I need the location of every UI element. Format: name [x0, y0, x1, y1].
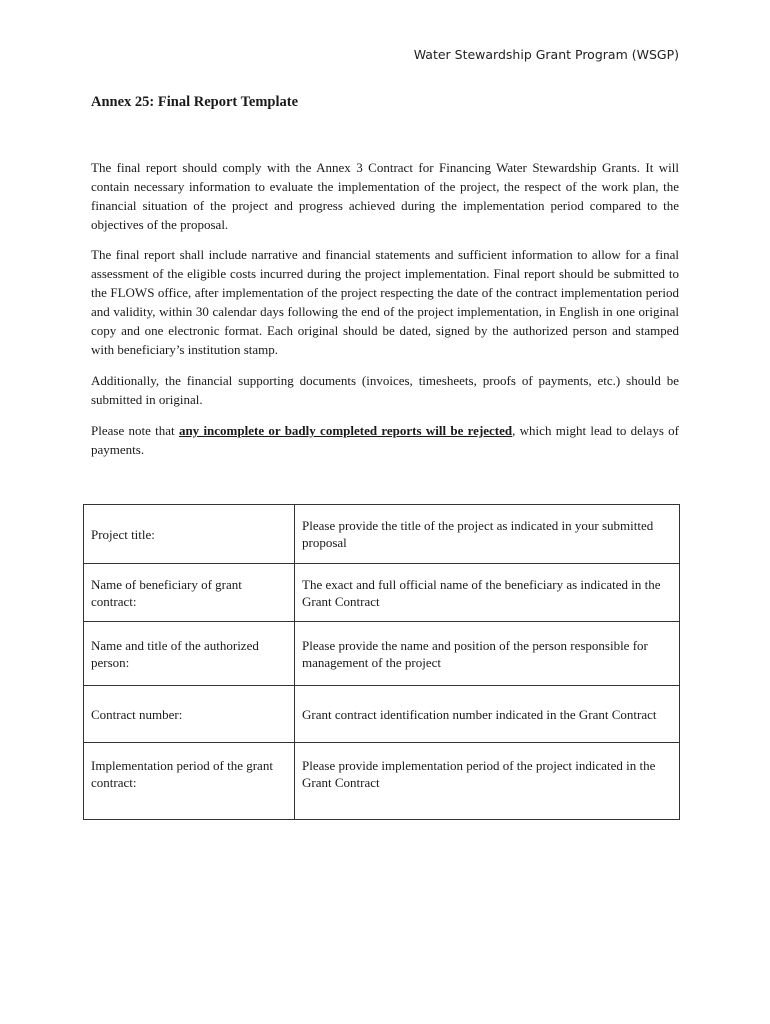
report-info-table [83, 504, 680, 820]
paragraph-compliance: The final report should comply with the Annex 3 Contract for Financing Water Stewardship Grants. It will contain necessary information to evaluate the implementation of the project, the respect of the work plan, the financial situation of the project and progress achieved during the implementation period compared to the objectives of the proposal. [91, 160, 679, 232]
table-row [84, 686, 680, 743]
paragraph-supporting-docs: Additionally, the financial supporting documents (invoices, timesheets, proofs of payments, etc.) should be submitted in original. [91, 373, 679, 407]
project-title-field[interactable]: Please provide the title of the project as indicated in your submitted proposal [295, 505, 680, 564]
note-prefix: Please note that [91, 423, 179, 438]
paragraph-submission: The final report shall include narrative and financial statements and sufficient information to allow for a final assessment of the eligible costs incurred during the project implementation. Final report should be submitted to the FLOWS office, after implementation of the project respecting the date of the contract implementation period and validity, within 30 calendar days following the end of the project implementation, in English in one original copy and one electronic format. Each original should be dated, signed by the authorized person and stamped with beneficiary’s institution stamp. [91, 247, 679, 357]
contract-number-label: Contract number: [84, 686, 295, 743]
program-header: Water Stewardship Grant Program (WSGP) [413, 47, 679, 62]
authorized-person-field[interactable]: Please provide the name and position of the person responsible for management of the project [295, 622, 680, 686]
document-title: Annex 25: Final Report Template [91, 94, 299, 110]
project-title-label: Project title: [84, 505, 295, 564]
implementation-period-field[interactable]: Please provide implementation period of the project indicated in the Grant Contract [295, 743, 680, 820]
table-row [84, 622, 680, 686]
beneficiary-name-field[interactable]: The exact and full official name of the beneficiary as indicated in the Grant Contract [295, 564, 680, 622]
note-suffix: , which might lead to delays of payments. [91, 423, 679, 457]
authorized-person-label: Name and title of the authorized person: [84, 622, 295, 686]
implementation-period-label: Implementation period of the grant contract: [84, 743, 295, 820]
note-emphasis: any incomplete or badly completed reports will be rejected [178, 423, 513, 438]
table-row [84, 505, 680, 564]
beneficiary-name-label: Name of beneficiary of grant contract: [84, 564, 295, 622]
paragraph-rejection-note [91, 421, 679, 459]
table-row [84, 743, 680, 820]
table-row [84, 564, 680, 622]
contract-number-field[interactable]: Grant contract identification number indicated in the Grant Contract [295, 686, 680, 743]
